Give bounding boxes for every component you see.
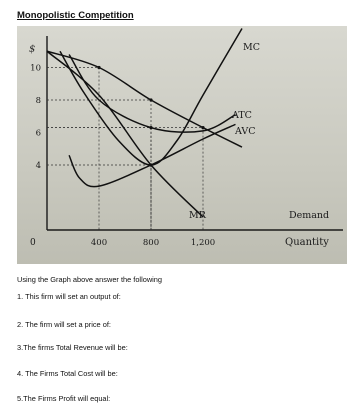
chart-curves [47,29,242,218]
curve-label-atc: ATC [232,110,252,121]
curve-label-avc: AVC [235,126,256,137]
graph-photo [17,26,347,264]
curve-mr [47,51,203,217]
question-1: 1. This firm will set an output of: [17,292,121,301]
y-tick-label: 6 [35,128,41,139]
chart-svg [17,26,347,264]
question-4: 4. The Firms Total Cost will be: [17,369,118,378]
curve-avc [69,124,235,186]
y-tick-label: 10 [30,63,41,74]
page-title: Monopolistic Competition [17,10,134,21]
x-tick-label: 400 [90,238,108,248]
y-tick-label: 8 [35,96,41,106]
y-axis-label: $ [29,44,36,55]
y-tick-label: 4 [35,161,41,171]
x-tick-label: 800 [142,238,160,248]
curve-label-mc: MC [243,42,260,53]
question-2: 2. The firm will set a price of: [17,320,111,329]
curve-label-mr: MR [189,210,206,221]
question-3: 3.The firms Total Revenue will be: [17,343,128,352]
x-axis-label: Quantity [285,237,329,248]
x-tick-label: 1,200 [190,238,216,248]
curve-label-demand: Demand [289,210,330,221]
question-5: 5.The Firms Profit will equal: [17,394,111,403]
instructions-text: Using the Graph above answer the following [17,275,163,284]
curve-demand [47,51,242,147]
origin-label: 0 [30,238,36,248]
